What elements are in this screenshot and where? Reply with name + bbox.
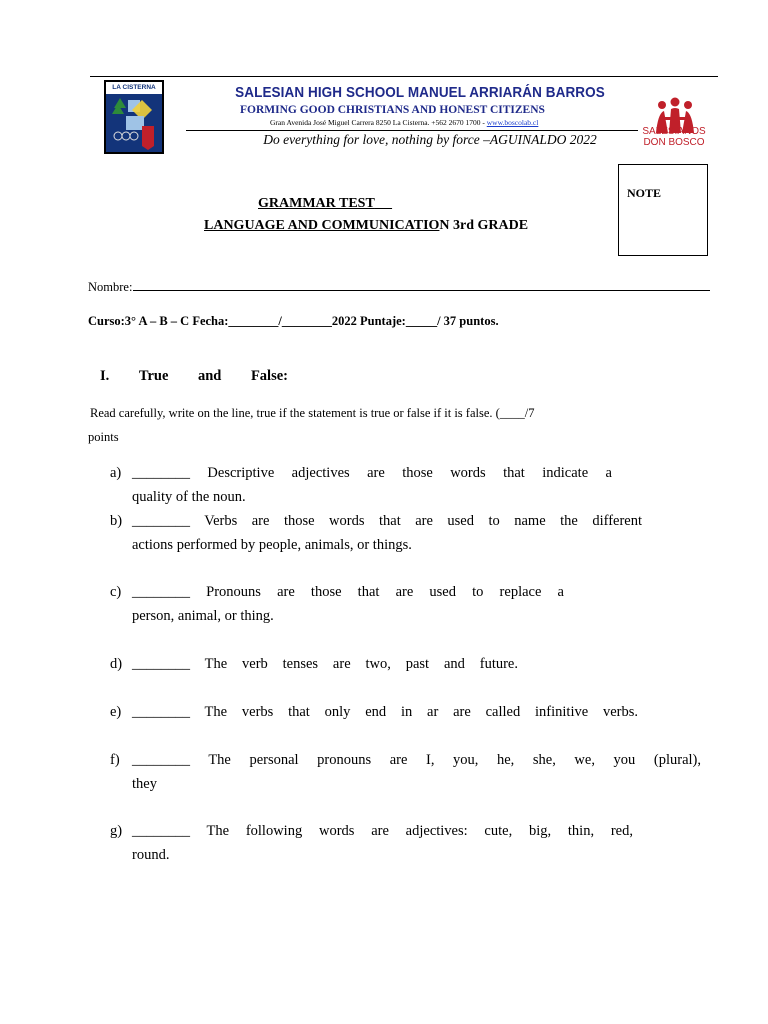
question-letter: g) bbox=[110, 823, 123, 839]
test-title-trail bbox=[375, 196, 393, 211]
nombre-label: Nombre: bbox=[88, 280, 133, 294]
address-text: Gran Avenida José Miguel Carrera 8250 La Cisterna. +562 2670 1700 - bbox=[270, 118, 487, 127]
nombre-field[interactable] bbox=[88, 278, 710, 295]
instruction-line-2: points bbox=[88, 430, 119, 444]
salesianos-logo-text bbox=[638, 126, 710, 148]
school-name: SALESIAN HIGH SCHOOL MANUEL ARRIARÁN BARROS bbox=[235, 84, 605, 101]
question-text-line1: ________ Pronouns are those that are used to replace a bbox=[132, 584, 564, 600]
question-letter: d) bbox=[110, 656, 123, 672]
question-letter: f) bbox=[110, 752, 120, 768]
school-crest-logo bbox=[104, 80, 164, 154]
crest-label: LA CISTERNA bbox=[106, 82, 162, 94]
crest-emblem-icon bbox=[106, 94, 162, 152]
subtitle-underlined: LANGUAGE AND COMMUNICATIO bbox=[204, 218, 440, 233]
question-text-line1: ________ The verbs that only end in ar are called infinitive verbs. bbox=[132, 704, 638, 720]
section-word-true: True bbox=[138, 368, 169, 384]
question-text-line1: ________ The following words are adjectives: cute, big, thin, red, bbox=[132, 823, 633, 839]
question-text-line2: actions performed by people, animals, or things. bbox=[132, 537, 412, 553]
question-text-line2: they bbox=[132, 776, 157, 792]
test-title-text: GRAMMAR TEST bbox=[258, 196, 375, 211]
question-letter: c) bbox=[110, 584, 122, 600]
salesianos-line1: SALESIANOS bbox=[642, 126, 706, 137]
salesianos-line2: DON BOSCO bbox=[643, 137, 705, 148]
test-title bbox=[258, 196, 392, 212]
test-subtitle bbox=[204, 218, 528, 234]
header-top-rule bbox=[90, 76, 718, 77]
question-text-line2: round. bbox=[132, 847, 170, 863]
question-text-line1: ________ Verbs are those words that are used to name the different bbox=[132, 513, 642, 529]
section-word-false: False: bbox=[250, 368, 288, 384]
instruction-line-1: Read carefully, write on the line, true if the statement is true or false if it is false. (____/7 bbox=[90, 406, 535, 420]
question-text-line1: ________ The personal pronouns are I, you, he, she, we, you (plural), bbox=[132, 752, 701, 768]
question-letter: a) bbox=[110, 465, 122, 481]
question-text-line1: ________ The verb tenses are two, past and future. bbox=[132, 656, 518, 672]
question-text-line2: quality of the noun. bbox=[132, 489, 246, 505]
question-text-line1: ________ Descriptive adjectives are those words that indicate a bbox=[132, 465, 612, 481]
question-letter: e) bbox=[110, 704, 122, 720]
subtitle-rest: N 3rd GRADE bbox=[439, 218, 529, 233]
section-title bbox=[100, 368, 288, 385]
section-word-and: and bbox=[197, 368, 222, 384]
note-score-box bbox=[618, 164, 708, 256]
school-website-link[interactable]: www.boscolab.cl bbox=[486, 118, 539, 127]
school-address bbox=[270, 118, 610, 127]
aguinaldo-slogan: Do everything for love, nothing by force –AGUINALDO 2022 bbox=[263, 132, 597, 147]
nombre-blank-line[interactable] bbox=[133, 278, 710, 291]
question-letter: b) bbox=[110, 513, 123, 529]
section-number: I. bbox=[100, 368, 110, 384]
curso-fecha-puntaje-line: Curso:3° A – B – C Fecha:________/________2022 Puntaje:_____/ 37 puntos. bbox=[88, 314, 499, 328]
school-motto: FORMING GOOD CHRISTIANS AND HONEST CITIZENS bbox=[240, 104, 545, 116]
note-label: NOTE bbox=[627, 186, 662, 200]
header-mid-rule bbox=[186, 130, 638, 131]
question-text-line2: person, animal, or thing. bbox=[132, 608, 274, 624]
